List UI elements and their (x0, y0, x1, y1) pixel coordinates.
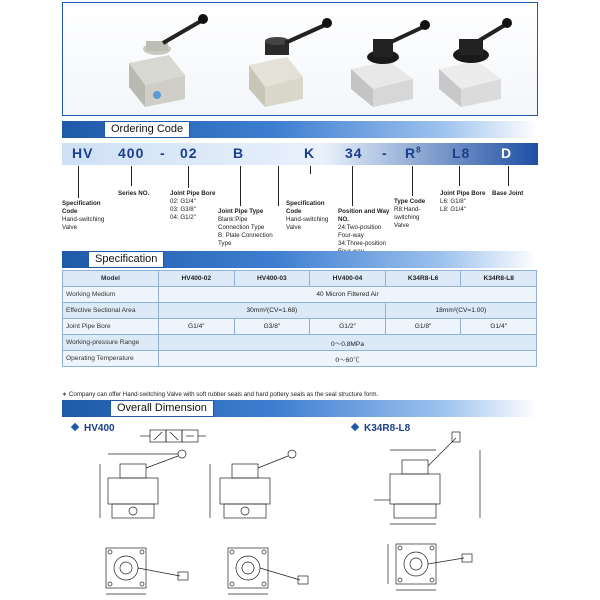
specification-header (62, 251, 538, 268)
product-photo-2 (249, 18, 332, 107)
k34r8-plan-view (388, 544, 472, 590)
code-token-dash-1: - (160, 145, 166, 161)
hv400-plan-view-2 (228, 548, 308, 594)
overall-dimension-header (62, 400, 538, 417)
desc-joint-pipe-type: Joint Pipe Type Blank:Pipe Connection Type B: Plate Connection Type (218, 208, 273, 247)
leader-line (240, 166, 241, 206)
table-row (63, 351, 537, 367)
ordering-code-title: Ordering Code (104, 121, 190, 138)
leader-line (508, 166, 509, 186)
table-header-cell: HV400-03 (234, 271, 310, 287)
code-token-r8: $R^8$ (405, 145, 422, 161)
leader-line (278, 166, 279, 206)
leader-line (78, 166, 79, 198)
product-photo-1 (129, 14, 208, 107)
row-label: Joint Pipe Bore (63, 319, 159, 335)
product-photo-panel (62, 2, 538, 116)
table-cell: 30mm²(CV=1.68) (159, 303, 386, 319)
row-label: Working-pressure Range (63, 335, 159, 351)
hv400-front-view (100, 450, 186, 518)
table-row (63, 303, 537, 319)
model-title-hv400: HV400 (72, 423, 115, 434)
code-token-hv: HV (72, 145, 94, 161)
model-title-k34r8-l8: K34R8-L8 (352, 423, 410, 434)
leader-line (352, 166, 353, 206)
table-row (63, 287, 537, 303)
row-label: Working Medium (63, 287, 159, 303)
desc-type-code: Type Code R8:Hand-switching Valve (394, 198, 426, 229)
desc-specification-code-k: Specification Code Hand-switching Valve (286, 200, 329, 231)
desc-joint-pipe-bore: Joint Pipe Bore 02: G1/4" 03: G3/8" 04: G1/2" (170, 190, 216, 221)
desc-joint-pipe-bore-l: Joint Pipe Bore L6: G1/8" L8: G1/4" (440, 190, 486, 213)
desc-series-no: Series NO. (118, 190, 150, 197)
leader-line (310, 166, 311, 174)
desc-base-joint: Base Joint (492, 190, 524, 197)
table-cell: G1/8″ (385, 319, 461, 335)
table-row (63, 319, 537, 335)
table-cell: 18mm²(CV=1.00) (385, 303, 536, 319)
table-cell: G1/4″ (159, 319, 235, 335)
desc-position-way: Position and Way NO. 24:Two-position Four-way 34:Three-position (338, 208, 390, 247)
leader-line (131, 166, 132, 186)
table-cell: G1/2″ (310, 319, 386, 335)
seal-note: ∗ Company can offer Hand-switching Valve with soft rubber seals and hard pottery seals as the seal structure form. (62, 391, 379, 398)
overall-dimension-title: Overall Dimension (110, 400, 214, 417)
table-header-cell: Model (63, 271, 159, 287)
leader-line (459, 166, 460, 186)
table-cell: G1/4″ (461, 319, 537, 335)
valve-symbol-icon (140, 430, 206, 442)
table-header-row (63, 271, 537, 287)
leader-line (412, 166, 413, 196)
table-cell: 0～60℃ (159, 351, 537, 367)
product-photo-3 (351, 20, 430, 107)
code-token-l8: L8 (452, 145, 471, 161)
code-token-b: B (233, 145, 245, 161)
code-token-02: 02 (180, 145, 198, 161)
product-photo-4 (439, 18, 512, 107)
code-token-d: D (501, 145, 513, 161)
table-row (63, 335, 537, 351)
row-label: Operating Temperature (63, 351, 159, 367)
specification-title: Specification (88, 251, 164, 268)
product-photos (63, 3, 537, 115)
row-label: Effective Sectional Area (63, 303, 159, 319)
table-cell: 0～0.8MPa (159, 335, 537, 351)
table-header-cell: HV400-02 (159, 271, 235, 287)
table-cell: G3/8″ (234, 319, 310, 335)
table-header-cell: HV400-04 (310, 271, 386, 287)
desc-specification-code: Specification Code Hand-switching Valve (62, 200, 105, 231)
specification-table (62, 270, 537, 367)
table-header-cell: K34R8-L6 (385, 271, 461, 287)
hv400-side-view (210, 450, 296, 518)
code-token-34: 34 (345, 145, 363, 161)
table-cell: 40 Micron Filtered Air (159, 287, 537, 303)
code-token-k: K (304, 145, 316, 161)
code-token-400: 400 (118, 145, 145, 161)
dimension-drawings (60, 420, 540, 598)
hv400-plan-view-1 (106, 548, 188, 594)
code-token-dash-2: - (382, 145, 388, 161)
k34r8-front-view (374, 432, 480, 524)
leader-line (188, 166, 189, 188)
ordering-code-header (62, 121, 538, 138)
table-header-cell: K34R8-L8 (461, 271, 537, 287)
